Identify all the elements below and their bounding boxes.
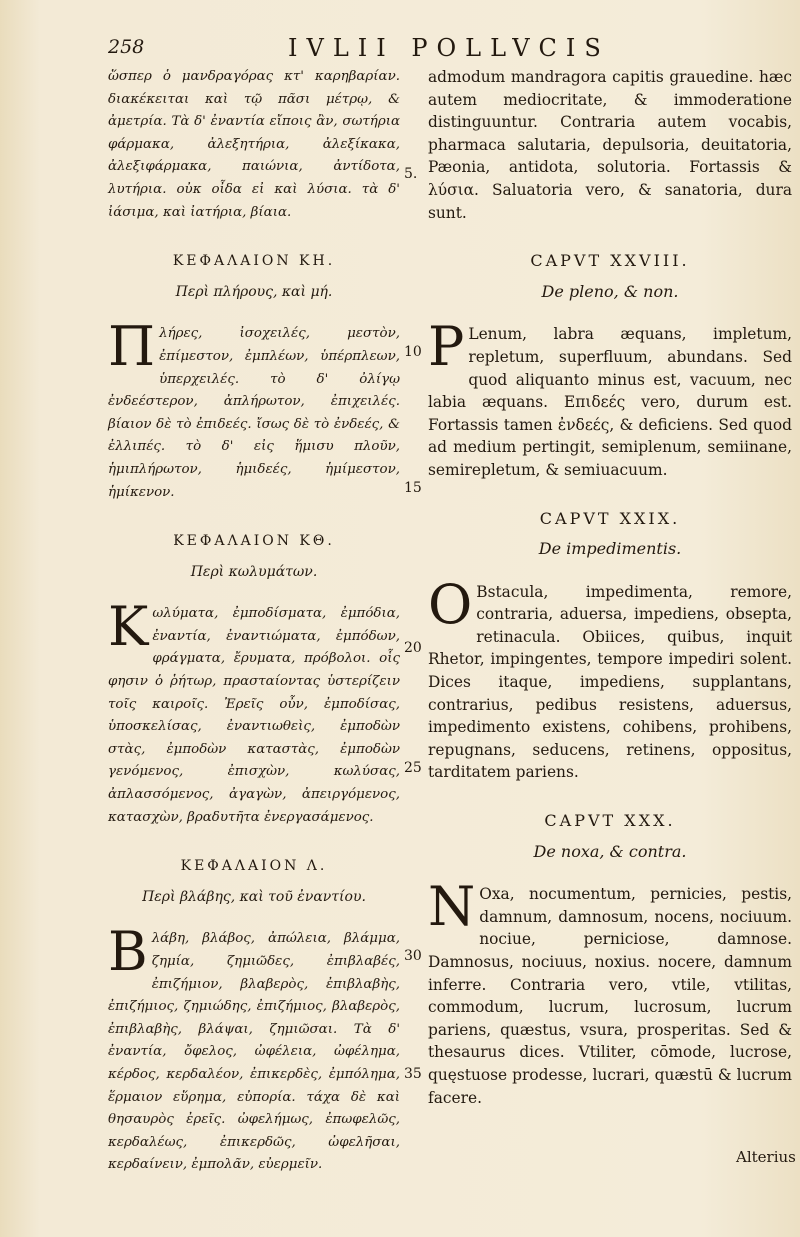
latin-chapter-29-title: CAPVT XXIX.: [539, 508, 681, 528]
greek-chapter-28-body: λήρες, ἰσοχειλές, μεστὸν, ἐπίμεστον, ἐμπλέων, ὑπέρπλεων, ὑπερχειλές. τὸ δ' ὀλίγῳ ἐνδεέστερον, ἀπλήρωτον, ἐπιχειλές. βίαιον δὲ τὸ ἐπιδεές. ἴσως δὲ τὸ ἐνδεές, & ἐλλιπές. τὸ δ' εἰς ἥμισυ πλοῦν, ἡμιπλήρωτον, ἡμιδεές, ἡμίμεστον, ἡμίκενον.: [108, 326, 400, 500]
page-number: 258: [108, 36, 145, 58]
latin-chapter-30-title: CAPVT XXX.: [544, 811, 676, 831]
drop-cap: O: [428, 572, 473, 636]
latin-chapter-28-body: Lenum, labra æquans, impletum, repletum, superfluum, abundans. Sed quod aliquanto minus est, vacuum, nec labia æquans. Eπιδεές vero, durum est. Fortassis tamen ἐνδεές, & deficiens. Sed quod ad medium pertingit, semiplenum, semiinane, semirepletum, & semiuacuum.: [428, 325, 792, 479]
running-title: IVLII POLLVCIS: [288, 34, 610, 62]
greek-chapter-30-body: λάβη, βλάβος, ἀπώλεια, βλάμμα, ζημία, ζημιῶδες, ἐπιβλαβές, ἐπιζήμιον, βλαβερὸς, ἐπιβλαβὴς, ἐπιζήμιος, ζημιώδης, ἐπιζήμιος, βλαβερὸς, ἐπιβλαβὴς, βλάψαι, ζημιῶσαι. Τὰ δ' ἐναντία, ὄφελος, ὠφέλεια, ὠφέλημα, κέρδος, κερδαλέον, ἐπικερδὲς, ἐμπόλημα, ἕρμαιον εὕρημα, εὐπορία. τάχα δὲ καὶ θησαυρὸς ἐρεῖς. ὠφελήμως, ἐπωφελῶς, κερδαλέως, ἐπικερδῶς, ὠφελῆσαι, κερδαίνειν, ἐμπολᾶν, εὐερμεῖν.: [108, 931, 400, 1173]
line-number: 10: [404, 344, 422, 360]
latin-chapter-28-subtitle: De pleno, & non.: [541, 281, 679, 301]
greek-intro: ὥσπερ ὁ μανδραγόρας κτ' καρηβαρίαν. διακέκειται καὶ τῷ πᾶσι μέτρῳ, & ἀμετρία. Τὰ δ' ἐναντία εἴποις ἂν, σωτήρια φάρμακα, ἀλεξητήρια, ἀλεξίκακα, ἀλεξιφάρμακα, παιώνια, ἀντίδοτα, λυτήρια. οὐκ οἶδα εἰ καὶ λύσια. τὰ δ' ἰάσιμα, καὶ ἰατήρια, βίαια.: [108, 69, 400, 220]
drop-cap: N: [428, 875, 476, 939]
latin-intro: admodum mandragora capitis grauedine. hæc autem mediocritate, & immoderatione distinguuntur. Contraria autem vocabis, pharmaca salutaria, depulsoria, deuitatoria, Pæonia, antidota, solutoria. Fortassis & λύσια. Saluatoria vero, & sanatoria, dura sunt.: [428, 68, 792, 222]
running-head: [100, 32, 800, 64]
greek-chapter-29-title: ΚΕΦΑΛΑΙΟΝ ΚΘ.: [173, 533, 335, 550]
line-numbers: [400, 0, 428, 1237]
latin-chapter-30-text: [428, 875, 792, 1109]
greek-chapter-28-subtitle: Περὶ πλήρους, καὶ μή.: [175, 283, 333, 300]
greek-chapter-29-body: ωλύματα, ἐμποδίσματα, ἐμπόδια, ἐναντία, ἐναντιώματα, ἐμπόδων, φράγματα, ἔρυματα, πρόβολοι. οἷς φησιν ὁ ῥήτωρ, πρασταίοντας ὑστερίζειν τοῖς καιροῖς. Ἐρεῖς οὖν, ἐμποδίσας, ὑποσκελίσας, ἐναντιωθεὶς, ἐμποδὼν στὰς, ἐμποδὼν καταστὰς, ἐμποδὼν γενόμενος, ἐπισχὼν, κωλύσας, ἀπλασσόμενος, ἀγαγὼν, ἀπειργόμενος, κατασχὼν, βραδυτῆτα ἐνεργασάμενος.: [108, 606, 400, 825]
line-number: 30: [404, 948, 422, 964]
drop-cap: Κ: [108, 595, 149, 659]
latin-chapter-29-body: Bstacula, impedimenta, remore, contraria, aduersa, impediens, obsepta, retinacula. Obiices, quibus, inquit Rhetor, impingentes, tempore impediri solent. Dices itaque, impediens, supplantans, contrarius, pedibus resistens, aduersus, impedimento existens, cohibens, prohibens, repugnans, seducens, retinens, oppositus, tarditatem pariens.: [428, 582, 792, 782]
latin-chapter-30-body: Oxa, nocumentum, pernicies, pestis, damnum, damnosum, nocens, nociuum. nociue, perniciose, damnose. Damnosus, nociuus, noxius. nocere, damnum inferre. Contraria vero, vtile, vtilitas, commodum, lucrum, lucrosum, lucrum pariens, quæstus, vsura, prosperitas. Sed & thesaurus dices. Vtiliter, cōmode, lucrose, quęstuose prodesse, lucrari, quæstū & lucrum facere.: [428, 885, 792, 1107]
latin-chapter-28-text: [428, 315, 792, 481]
latin-chapter-29-subtitle: De impedimentis.: [538, 539, 682, 559]
latin-chapter-29-text: [428, 572, 792, 784]
catchword: Alterius: [736, 1148, 796, 1166]
greek-chapter-29-subtitle: Περὶ κωλυμάτων.: [190, 563, 318, 580]
greek-chapter-29-text: [108, 595, 400, 829]
greek-chapter-30-text: [108, 920, 400, 1177]
greek-chapter-30-title: ΚΕΦΑΛΑΙΟΝ Λ.: [180, 858, 328, 875]
greek-chapter-30-subtitle: Περὶ βλάβης, καὶ τοῦ ἐναντίου.: [142, 888, 366, 905]
line-number: 20: [404, 640, 422, 656]
drop-cap: Π: [108, 315, 156, 379]
latin-chapter-30-subtitle: De noxa, & contra.: [533, 841, 687, 861]
latin-chapter-28-title: CAPVT XXVIII.: [530, 251, 690, 271]
line-number: 25: [404, 760, 422, 776]
greek-chapter-28-title: ΚΕΦΑΛΑΙΟΝ ΚΗ.: [172, 253, 336, 270]
latin-column: [428, 66, 792, 1109]
line-number: 15: [404, 480, 422, 496]
drop-cap: P: [428, 315, 465, 379]
drop-cap: Β: [108, 920, 148, 984]
greek-chapter-28-text: [108, 315, 400, 504]
line-number: 35: [404, 1066, 422, 1082]
greek-column: [108, 66, 400, 1177]
line-number: 5.: [404, 166, 418, 182]
